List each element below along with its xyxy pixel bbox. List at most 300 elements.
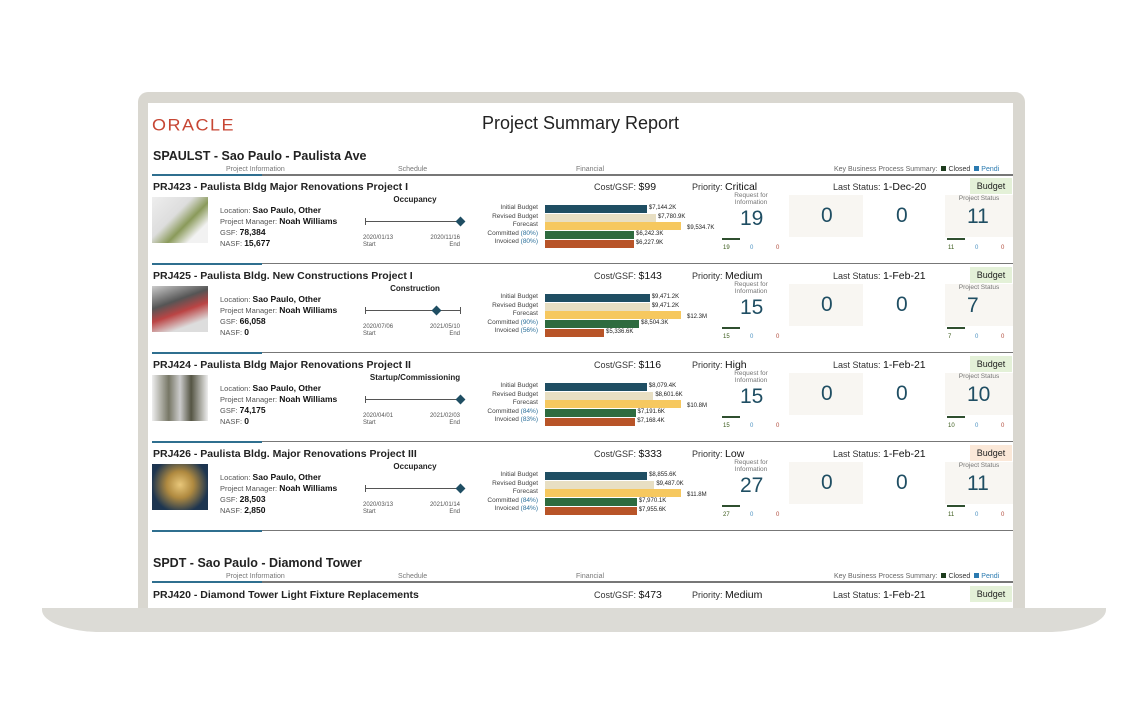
budget-labels <box>418 204 538 247</box>
end-label: End <box>449 509 460 515</box>
schedule-start <box>363 502 393 516</box>
cost-per-gsf <box>594 359 661 371</box>
project-title[interactable]: PRJ426 - Paulista Bldg. Major Renovations Project III <box>153 448 417 460</box>
schedule-start <box>363 324 393 338</box>
last-status <box>833 589 926 601</box>
status-pending-count: 0 <box>975 512 979 518</box>
project-status-total: 7 <box>967 294 979 317</box>
rfi-closed-bar <box>722 238 740 240</box>
priority-value: Critical <box>725 181 758 193</box>
project-status-box[interactable] <box>945 462 1013 504</box>
end-label: End <box>449 242 460 248</box>
info-value-nasf: 0 <box>244 327 249 337</box>
status-other-count: 0 <box>1001 512 1005 518</box>
last-status-value: 1-Feb-21 <box>883 448 926 460</box>
budget-bar-forecast <box>545 222 681 230</box>
kbp-box-1-value: 0 <box>821 382 833 405</box>
last-status-label: Last Status: <box>833 590 881 600</box>
budget-bar-committed <box>545 231 634 239</box>
row-divider <box>152 441 1013 442</box>
kbp-box-1-value: 0 <box>821 471 833 494</box>
cost-label: Cost/GSF: <box>594 449 637 459</box>
kbps-legend <box>834 573 999 580</box>
start-date: 2020/04/01 <box>363 413 394 419</box>
page-title: Project Summary Report <box>481 113 680 133</box>
budget-bar-forecast <box>545 489 681 497</box>
info-label-manager: Project Manager: <box>220 484 278 493</box>
budget-badge[interactable]: Budget <box>970 356 1012 372</box>
cost-value: $143 <box>638 270 662 282</box>
info-label-gsf: GSF: <box>220 317 238 326</box>
budget-bar-revised <box>545 392 653 400</box>
project-photo <box>152 197 208 243</box>
pending-legend-swatch <box>974 166 979 171</box>
rfi-label-1: Request for <box>734 459 768 466</box>
rfi-other-count: 0 <box>776 512 780 518</box>
column-label-info: Project Information <box>226 573 285 580</box>
rfi-closed-count: 15 <box>723 334 730 340</box>
cost-per-gsf <box>594 589 662 601</box>
budget-label-text: Revised Budget <box>492 212 538 220</box>
project-photo <box>152 464 208 510</box>
project-status-label: Project Status <box>958 195 1000 202</box>
budget-badge[interactable]: Budget <box>970 445 1012 461</box>
info-label-location: Location: <box>220 473 251 482</box>
budget-bar-forecast <box>545 311 681 319</box>
budget-bar-invoiced <box>545 240 634 248</box>
row-divider-accent <box>152 530 262 532</box>
info-label-location: Location: <box>220 295 251 304</box>
budget-label-revised <box>418 480 538 489</box>
budget-value-revised: $8,601.6K <box>655 391 683 398</box>
status-closed-bar <box>947 416 965 418</box>
row-divider-accent <box>152 441 262 443</box>
info-label-nasf: NASF: <box>220 417 243 426</box>
info-value-nasf: 0 <box>244 416 249 426</box>
rfi-total[interactable]: 15 <box>740 385 764 408</box>
kbp-box-2[interactable] <box>863 195 937 237</box>
kbp-box-2-value: 0 <box>896 293 908 316</box>
rfi-total[interactable]: 15 <box>740 296 764 319</box>
info-location <box>220 205 337 216</box>
row-divider <box>152 263 1013 264</box>
budget-label-initial <box>418 293 538 302</box>
budget-label-text: Invoiced <box>494 327 519 335</box>
rfi-other-count: 0 <box>776 334 780 340</box>
budget-label-text: Revised Budget <box>492 390 538 398</box>
budget-pct-committed: (90%) <box>520 318 538 326</box>
budget-badge[interactable]: Budget <box>970 586 1012 602</box>
info-value-location: Sao Paulo, Other <box>252 472 322 482</box>
schedule-start <box>363 413 393 427</box>
end-date: 2020/11/16 <box>430 235 460 241</box>
rfi-pending-count: 0 <box>750 245 754 251</box>
info-manager <box>220 394 337 405</box>
rfi-total[interactable]: 19 <box>740 207 764 230</box>
status-closed-bar <box>947 238 965 240</box>
project-status-label: Project Status <box>958 284 1000 291</box>
info-label-nasf: NASF: <box>220 506 243 515</box>
kbps-legend <box>834 166 999 173</box>
rfi-pending-count: 0 <box>750 423 754 429</box>
project-photo <box>152 286 208 332</box>
timeline-start-cap <box>365 396 366 403</box>
budget-bar-revised <box>545 481 654 489</box>
budget-bar-initial <box>545 294 650 302</box>
priority-value: High <box>725 359 747 371</box>
project-row <box>148 270 1013 360</box>
budget-badge[interactable]: Budget <box>970 178 1012 194</box>
start-date: 2020/01/13 <box>363 235 394 241</box>
last-status-label: Last Status: <box>833 182 881 192</box>
priority-value: Low <box>725 448 745 460</box>
section-divider <box>152 174 1013 176</box>
end-date: 2021/02/03 <box>429 413 460 419</box>
priority-value: Medium <box>725 589 763 601</box>
info-value-manager: Noah Williams <box>279 305 338 315</box>
budget-bar-initial <box>545 205 647 213</box>
project-status-total: 10 <box>967 383 991 406</box>
priority-label: Priority: <box>692 449 723 459</box>
info-label-nasf: NASF: <box>220 239 243 248</box>
budget-pct-invoiced: (80%) <box>520 238 538 246</box>
section-title: SPDT - Sao Paulo - Diamond Tower <box>153 556 362 570</box>
budget-label-text: Initial Budget <box>500 471 538 478</box>
info-value-manager: Noah Williams <box>279 216 338 226</box>
budget-label-revised <box>418 302 538 311</box>
column-label-financial: Financial <box>576 573 605 580</box>
budget-value-initial: $7,144.2K <box>648 205 677 211</box>
start-date: 2020/03/13 <box>363 502 394 508</box>
info-gsf <box>220 405 337 416</box>
info-value-nasf: 2,850 <box>244 505 266 515</box>
budget-pct-invoiced: (84%) <box>520 505 538 513</box>
budget-bar-committed <box>545 498 637 506</box>
project-info <box>220 205 337 249</box>
priority-value: Medium <box>725 270 763 282</box>
kbp-box-1[interactable] <box>789 373 863 415</box>
row-divider <box>152 352 1013 353</box>
info-value-gsf: 78,384 <box>239 227 266 237</box>
rfi-closed-count: 19 <box>723 245 730 251</box>
budget-bar-initial <box>545 472 647 480</box>
status-pending-count: 0 <box>975 334 979 340</box>
budget-bar-committed <box>545 320 639 328</box>
info-value-location: Sao Paulo, Other <box>252 294 322 304</box>
last-status-label: Last Status: <box>833 271 881 281</box>
info-label-manager: Project Manager: <box>220 395 278 404</box>
priority-label: Priority: <box>692 360 723 370</box>
info-label-location: Location: <box>220 384 251 393</box>
rfi-total[interactable]: 27 <box>740 474 764 497</box>
budget-pct-committed: (84%) <box>520 407 538 415</box>
info-nasf <box>220 505 337 516</box>
info-gsf <box>220 316 337 327</box>
rfi-closed-count: 15 <box>723 423 730 429</box>
rfi-other-count: 0 <box>776 423 780 429</box>
project-status-box[interactable] <box>945 373 1013 415</box>
row-divider-accent <box>152 352 262 354</box>
budget-pct-committed: (80%) <box>520 229 538 237</box>
pending-legend-swatch <box>974 573 979 578</box>
budget-value-committed: $6,242.3K <box>636 231 664 238</box>
budget-label-committed <box>418 497 538 506</box>
info-label-gsf: GSF: <box>220 228 238 237</box>
kbp-box-2-value: 0 <box>896 204 908 227</box>
budget-label-forecast <box>418 399 538 408</box>
project-title[interactable]: PRJ420 - Diamond Tower Light Fixture Replacements <box>153 589 419 601</box>
end-date: 2021/05/10 <box>429 324 460 330</box>
project-status-box[interactable] <box>945 195 1013 237</box>
budget-label-text: Initial Budget <box>500 382 538 389</box>
kbps-label: Key Business Process Summary: <box>834 166 938 173</box>
column-label-schedule: Schedule <box>398 166 428 173</box>
budget-value-invoiced: $7,168.4K <box>637 417 665 424</box>
cost-label: Cost/GSF: <box>594 360 637 370</box>
status-other-count: 0 <box>1001 423 1005 429</box>
budget-label-committed <box>418 408 538 417</box>
info-gsf <box>220 494 337 505</box>
rfi-label <box>721 192 781 206</box>
cost-value: $333 <box>638 448 662 460</box>
budget-label-forecast <box>418 221 538 230</box>
status-other-count: 0 <box>1001 245 1005 251</box>
status-closed-count: 11 <box>948 245 955 251</box>
rfi-pending-count: 0 <box>750 334 754 340</box>
budget-label-text: Forecast <box>512 221 538 229</box>
budget-value-committed: $8,504.3K <box>641 320 669 327</box>
kbp-box-1[interactable] <box>789 284 863 326</box>
start-label: Start <box>363 420 376 426</box>
budget-bar-revised <box>545 214 656 222</box>
status-pending-count: 0 <box>975 423 979 429</box>
project-info <box>220 294 337 338</box>
last-status-value: 1-Feb-21 <box>883 589 926 601</box>
section-title: SPAULST - Sao Paulo - Paulista Ave <box>153 149 367 163</box>
budget-value-initial: $8,079.4K <box>648 383 677 389</box>
budget-bar-committed <box>545 409 636 417</box>
column-label-schedule: Schedule <box>398 573 428 580</box>
budget-label-text: Revised Budget <box>492 301 538 309</box>
closed-legend-label: Closed <box>948 573 971 580</box>
info-value-location: Sao Paulo, Other <box>252 383 322 393</box>
budget-labels <box>418 293 538 336</box>
rfi-label-2: Information <box>734 199 768 206</box>
budget-value-revised: $9,471.2K <box>651 302 680 309</box>
budget-value-forecast: $11.8M <box>687 492 707 499</box>
budget-label-text: Forecast <box>512 310 538 318</box>
schedule-phase: Occupancy <box>393 195 437 204</box>
status-closed-bar <box>947 505 965 507</box>
end-label: End <box>449 331 460 337</box>
budget-value-invoiced: $5,336.6K <box>606 328 634 335</box>
pending-legend-label: Pendi <box>981 166 1000 173</box>
oracle-logo: ORACLE <box>152 116 236 135</box>
status-closed-bar <box>947 327 965 329</box>
budget-bar-invoiced <box>545 507 637 515</box>
info-gsf <box>220 227 337 238</box>
rfi-label-1: Request for <box>734 370 768 377</box>
budget-labels <box>418 471 538 514</box>
kbp-box-1[interactable] <box>789 462 863 504</box>
project-title[interactable]: PRJ423 - Paulista Bldg Major Renovations Project I <box>153 181 408 193</box>
info-value-location: Sao Paulo, Other <box>252 205 322 215</box>
project-status-total: 11 <box>967 472 989 495</box>
project-row <box>148 181 1013 271</box>
kbp-box-2[interactable] <box>863 462 937 504</box>
info-manager <box>220 216 337 227</box>
budget-label-text: Committed <box>487 496 519 504</box>
closed-legend-label: Closed <box>948 166 971 173</box>
project-status-label: Project Status <box>958 462 1000 469</box>
budget-value-forecast: $9,534.7K <box>687 225 715 232</box>
project-title[interactable]: PRJ425 - Paulista Bldg. New Constructions Project I <box>153 270 413 282</box>
status-closed-count: 10 <box>948 423 955 429</box>
budget-value-initial: $8,855.6K <box>649 472 677 478</box>
budget-label-text: Initial Budget <box>500 293 538 300</box>
divider-accent <box>152 174 262 176</box>
rfi-closed-count: 27 <box>723 512 730 518</box>
rfi-label <box>721 370 781 384</box>
budget-label-invoiced <box>418 505 538 514</box>
budget-value-forecast: $12.3M <box>687 314 708 321</box>
last-status-value: 1-Dec-20 <box>883 181 927 193</box>
schedule-start <box>363 235 393 249</box>
budget-label-revised <box>418 213 538 222</box>
budget-label-text: Initial Budget <box>500 204 538 211</box>
cost-per-gsf <box>594 448 662 460</box>
cost-value: $116 <box>638 359 662 371</box>
info-nasf <box>220 327 337 338</box>
rfi-label-2: Information <box>734 377 768 384</box>
start-label: Start <box>363 331 376 337</box>
info-value-gsf: 66,058 <box>239 316 266 326</box>
project-status-box[interactable] <box>945 284 1013 326</box>
info-manager <box>220 483 337 494</box>
budget-bar-forecast <box>545 400 681 408</box>
budget-label-text: Committed <box>487 407 519 415</box>
budget-label-committed <box>418 230 538 239</box>
priority-label: Priority: <box>692 590 723 600</box>
kbp-box-2-value: 0 <box>896 382 908 405</box>
priority-label: Priority: <box>692 271 723 281</box>
last-status <box>833 359 926 371</box>
last-status-value: 1-Feb-21 <box>883 270 926 282</box>
info-manager <box>220 305 337 316</box>
project-status-label: Project Status <box>958 373 1000 380</box>
rfi-label <box>721 281 781 295</box>
budget-label-text: Forecast <box>512 399 538 407</box>
info-label-location: Location: <box>220 206 251 215</box>
budget-label-text: Committed <box>487 229 519 237</box>
info-label-manager: Project Manager: <box>220 306 278 315</box>
report-screen <box>148 103 1013 608</box>
budget-bar-invoiced <box>545 329 604 337</box>
project-photo <box>152 375 208 421</box>
budget-value-forecast: $10.8M <box>687 403 708 410</box>
column-label-info: Project Information <box>226 166 285 173</box>
budget-label-text: Forecast <box>512 488 538 496</box>
last-status <box>833 181 926 193</box>
project-info <box>220 472 337 516</box>
info-value-gsf: 28,503 <box>239 494 266 504</box>
cost-value: $99 <box>638 181 657 193</box>
cost-label: Cost/GSF: <box>594 590 637 600</box>
info-location <box>220 383 337 394</box>
budget-label-text: Revised Budget <box>492 479 538 487</box>
start-label: Start <box>363 509 376 515</box>
rfi-label-1: Request for <box>734 281 768 288</box>
budget-value-invoiced: $7,955.6K <box>638 506 667 513</box>
column-label-financial: Financial <box>576 166 605 173</box>
project-row <box>148 359 1013 449</box>
budget-value-invoiced: $6,227.9K <box>635 239 664 246</box>
row-divider <box>152 530 1013 531</box>
timeline-start-cap <box>365 307 366 314</box>
budget-label-text: Invoiced <box>494 238 519 246</box>
status-pending-count: 0 <box>975 245 979 251</box>
budget-label-text: Committed <box>487 318 519 326</box>
budget-bar-revised <box>545 303 650 311</box>
project-status-total: 11 <box>967 205 989 228</box>
last-status <box>833 270 926 282</box>
rfi-label-2: Information <box>734 288 768 295</box>
kbp-box-1[interactable] <box>789 195 863 237</box>
laptop-base <box>42 608 1106 632</box>
closed-legend-swatch <box>941 573 946 578</box>
kbp-box-1-value: 0 <box>821 204 833 227</box>
rfi-closed-bar <box>722 416 740 418</box>
budget-pct-committed: (84%) <box>520 496 538 504</box>
info-label-nasf: NASF: <box>220 328 243 337</box>
kbp-box-2[interactable] <box>863 373 937 415</box>
budget-value-initial: $9,471.2K <box>651 294 680 300</box>
divider-accent <box>152 581 262 583</box>
info-value-manager: Noah Williams <box>279 394 338 404</box>
budget-label-invoiced <box>418 238 538 247</box>
budget-label-forecast <box>418 310 538 319</box>
budget-label-text: Invoiced <box>494 416 519 424</box>
timeline-start-cap <box>365 485 366 492</box>
budget-value-committed: $7,970.1K <box>638 498 667 505</box>
project-title[interactable]: PRJ424 - Paulista Bldg Major Renovations Project II <box>153 359 411 371</box>
project-row <box>148 589 1013 608</box>
last-status-label: Last Status: <box>833 449 881 459</box>
project-info <box>220 383 337 427</box>
rfi-label-2: Information <box>734 466 768 473</box>
budget-label-forecast <box>418 488 538 497</box>
kbp-box-2[interactable] <box>863 284 937 326</box>
timeline-start-cap <box>365 218 366 225</box>
row-divider-accent <box>152 263 262 265</box>
budget-label-invoiced <box>418 327 538 336</box>
info-label-gsf: GSF: <box>220 406 238 415</box>
end-label: End <box>449 420 460 426</box>
schedule-phase: Startup/Commissioning <box>369 373 461 382</box>
cost-value: $473 <box>638 589 662 601</box>
status-closed-count: 11 <box>948 512 955 518</box>
priority <box>692 589 762 601</box>
rfi-label-1: Request for <box>734 192 768 199</box>
budget-badge[interactable]: Budget <box>970 267 1012 283</box>
end-date: 2021/01/14 <box>429 502 460 508</box>
budget-label-revised <box>418 391 538 400</box>
start-date: 2020/07/06 <box>363 324 394 330</box>
info-nasf <box>220 238 337 249</box>
budget-label-text: Invoiced <box>494 505 519 513</box>
cost-per-gsf <box>594 181 656 193</box>
rfi-closed-bar <box>722 327 740 329</box>
